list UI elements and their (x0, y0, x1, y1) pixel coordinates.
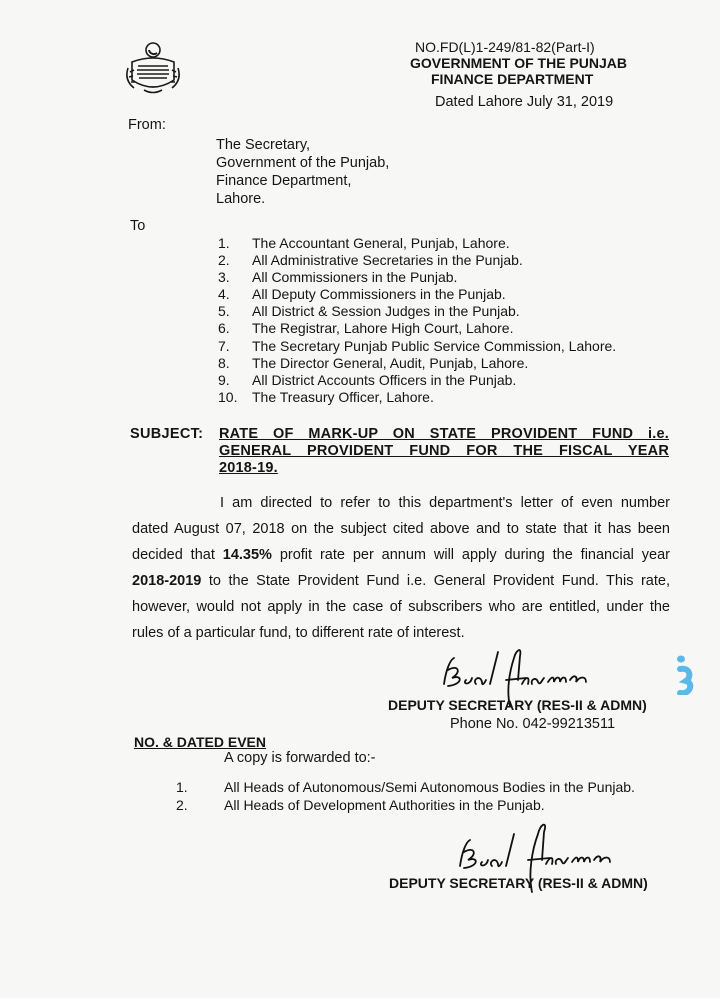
financial-year: 2018-2019 (132, 573, 202, 589)
from-line: The Secretary, (216, 137, 311, 153)
copy-heading: NO. & DATED EVEN (134, 734, 266, 750)
department-title: FINANCE DEPARTMENT (431, 71, 594, 87)
recipient-number: 6. (218, 320, 230, 336)
recipient-text: The Registrar, Lahore High Court, Lahore. (252, 320, 514, 336)
subject-label: SUBJECT: (130, 426, 204, 442)
profit-rate: 14.35% (222, 547, 272, 563)
to-label: To (130, 218, 146, 234)
recipient-text: The Accountant General, Punjab, Lahore. (252, 235, 510, 251)
copy-intro: A copy is forwarded to:- (224, 750, 376, 766)
body-line: dated August 07, 2018 on the subject cited above and to state that it has been (132, 521, 670, 537)
body-text: to the State Provident Fund i.e. General Provident Fund. This rate, (201, 573, 670, 589)
body-line (132, 568, 670, 594)
body-line: I am directed to refer to this department's letter of even number (220, 495, 670, 511)
recipient-number: 2. (218, 252, 230, 268)
reference-number: NO.FD(L)1-249/81-82(Part-I) (415, 39, 595, 55)
body-line: rules of a particular fund, to different rate of interest. (132, 625, 465, 641)
body-paragraph-first-line (220, 490, 670, 516)
subject-line: 2018-19. (219, 460, 278, 476)
copy-recipient-number: 1. (176, 779, 188, 795)
body-line: however, would not apply in the case of subscribers who are entitled, under the (132, 599, 670, 615)
recipient-number: 8. (218, 355, 230, 371)
body-paragraph (132, 516, 670, 646)
recipient-number: 1. (218, 235, 230, 251)
copy-recipient-text: All Heads of Autonomous/Semi Autonomous Bodies in the Punjab. (224, 779, 635, 795)
recipient-text: All Administrative Secretaries in the Punjab. (252, 252, 523, 268)
recipient-text: The Treasury Officer, Lahore. (252, 389, 434, 405)
recipient-text: All District & Session Judges in the Punjab. (252, 303, 520, 319)
recipient-text: All District Accounts Officers in the Punjab. (252, 372, 517, 388)
copy-recipient-text: All Heads of Development Authorities in the Punjab. (224, 797, 545, 813)
punjab-emblem-icon (124, 40, 182, 96)
body-line (132, 542, 670, 568)
subject-line: RATE OF MARK-UP ON STATE PROVIDENT FUND i.e. (219, 426, 669, 442)
blue-marker-icon (674, 653, 694, 695)
recipient-number: 7. (218, 338, 230, 354)
phone-number: Phone No. 042-99213511 (450, 716, 616, 732)
dated-line: Dated Lahore July 31, 2019 (435, 94, 614, 110)
recipient-text: The Director General, Audit, Punjab, Lahore. (252, 355, 529, 371)
from-label: From: (128, 117, 166, 133)
recipient-number: 9. (218, 372, 230, 388)
recipient-number: 5. (218, 303, 230, 319)
recipient-text: All Commissioners in the Punjab. (252, 269, 458, 285)
body-text: profit rate per annum will apply during the financial year (271, 547, 670, 563)
from-line: Finance Department, (216, 173, 352, 189)
recipient-text: The Secretary Punjab Public Service Commission, Lahore. (252, 338, 617, 354)
recipient-number: 3. (218, 269, 230, 285)
signatory-title: DEPUTY SECRETARY (RES-II & ADMN) (389, 875, 648, 891)
government-title: GOVERNMENT OF THE PUNJAB (410, 55, 628, 71)
copy-recipient-number: 2. (176, 797, 188, 813)
subject-line: GENERAL PROVIDENT FUND FOR THE FISCAL YEAR (219, 443, 669, 459)
from-line: Lahore. (216, 191, 266, 207)
recipient-number: 4. (218, 286, 230, 302)
recipient-text: All Deputy Commissioners in the Punjab. (252, 286, 506, 302)
body-text: decided that (132, 547, 223, 563)
recipient-number: 10. (218, 389, 238, 405)
signatory-title: DEPUTY SECRETARY (RES-II & ADMN) (388, 697, 647, 713)
from-line: Government of the Punjab, (216, 155, 390, 171)
